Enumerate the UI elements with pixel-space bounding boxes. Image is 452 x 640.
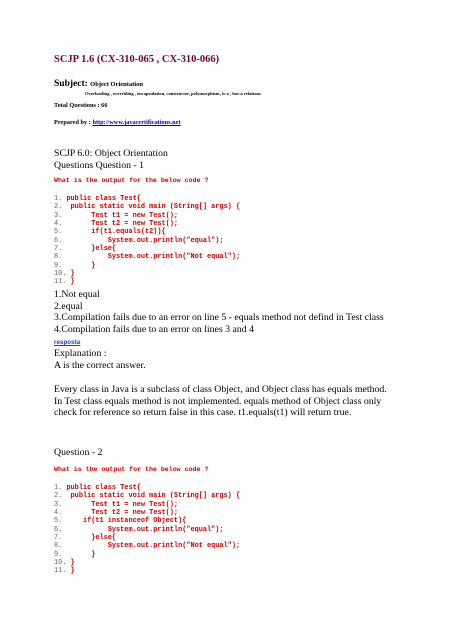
option-3: 3.Compilation fails due to an error on line 5 - equals method not defind in Test class xyxy=(54,312,384,324)
question-2-code xyxy=(54,484,240,576)
explanation-line: Every class in Java is a subclass of class Object, and Object class has equals method. xyxy=(54,384,387,395)
code-text: System.out.println("equal"); xyxy=(62,236,224,245)
code-text: }else{ xyxy=(62,534,117,543)
code-text: } xyxy=(66,559,75,568)
code-text: Test t2 = new Test(); xyxy=(62,509,179,518)
line-number: 5. xyxy=(54,517,63,526)
code-text: public static void main (String[] args) { xyxy=(62,203,241,212)
code-line xyxy=(54,501,240,509)
line-number: 2. xyxy=(54,203,63,212)
code-line xyxy=(54,195,240,203)
total-questions: Total Questions : 66 xyxy=(54,102,108,109)
question-1-options xyxy=(54,289,384,335)
line-number: 7. xyxy=(54,245,63,254)
code-text: public class Test{ xyxy=(62,195,141,203)
prepared-label: Prepared by : xyxy=(54,119,91,126)
line-number: 10. xyxy=(54,270,67,279)
code-line xyxy=(54,212,240,220)
code-text: System.out.println("equal"); xyxy=(62,525,224,534)
prepared-by xyxy=(54,119,181,126)
code-line xyxy=(54,237,240,245)
code-line xyxy=(54,253,240,261)
explanation-line: In Test class equals method is not implemented. equals method of Object class only xyxy=(54,395,382,407)
code-line xyxy=(54,492,240,500)
code-line xyxy=(54,203,240,211)
line-number: 9. xyxy=(54,550,63,559)
code-text: System.out.println("Not equal"); xyxy=(62,253,241,262)
subject-topics: Overloading , overriding , encapsulation, constructor, polymorphism, is-a , has-a relations xyxy=(85,91,261,96)
question-2-heading: Question - 2 xyxy=(54,447,103,458)
explanation-line: check for reference so return false in this case. t1.equals(t1) will return true. xyxy=(54,407,352,419)
line-number: 11. xyxy=(54,567,67,576)
line-number: 1. xyxy=(54,195,63,203)
code-text: } xyxy=(62,261,96,270)
option-1: 1.Not equal xyxy=(54,289,100,300)
code-line xyxy=(54,551,240,559)
code-line xyxy=(54,559,240,567)
code-line xyxy=(54,534,240,542)
code-text: public class Test{ xyxy=(62,484,141,492)
code-line xyxy=(54,526,240,534)
question-1-explanation xyxy=(54,384,387,419)
code-text: Test t2 = new Test(); xyxy=(62,220,179,229)
code-text: } xyxy=(66,270,75,279)
code-line xyxy=(54,517,240,525)
explanation-label: Explanation : xyxy=(54,348,107,359)
code-text: Test t1 = new Test(); xyxy=(62,500,179,509)
code-text: System.out.println("Not equal"); xyxy=(62,542,241,551)
code-line xyxy=(54,567,240,575)
line-number: 9. xyxy=(54,261,63,270)
code-text: if(t1 instanceof Object){ xyxy=(62,517,187,526)
code-line xyxy=(54,262,240,270)
document-title: SCJP 1.6 (CX-310-065 , CX-310-066) xyxy=(54,54,220,65)
correct-answer: A is the correct answer. xyxy=(54,359,146,371)
subject-line xyxy=(54,79,143,89)
code-text: public static void main (String[] args) { xyxy=(62,492,241,501)
code-text: } xyxy=(62,550,96,559)
subject-label: Subject: xyxy=(54,79,88,89)
intro-heading: SCJP 6.0: Object Orientation xyxy=(54,148,168,159)
code-line xyxy=(54,245,240,253)
code-text: }else{ xyxy=(62,245,117,254)
line-number: 3. xyxy=(54,211,63,220)
code-line xyxy=(54,270,240,278)
code-text: if(t1.equals(t2)){ xyxy=(62,228,166,237)
option-2: 2.equal xyxy=(54,300,83,312)
code-line xyxy=(54,509,240,517)
option-4: 4.Compilation fails due to an error on lines 3 and 4 xyxy=(54,323,254,335)
code-text: } xyxy=(66,567,75,576)
prepared-link[interactable]: http://www.javacertifications.net xyxy=(92,119,181,126)
resposta-link[interactable]: resposta xyxy=(54,339,81,346)
question-2-prompt: What is the output for the below code ? xyxy=(54,466,209,473)
line-number: 7. xyxy=(54,534,63,543)
code-text: Test t1 = new Test(); xyxy=(62,211,179,220)
code-line xyxy=(54,278,240,286)
question-1-heading: Questions Question - 1 xyxy=(54,159,145,171)
line-number: 6. xyxy=(54,236,63,245)
line-number: 3. xyxy=(54,500,63,509)
line-number: 4. xyxy=(54,220,63,229)
code-line xyxy=(54,228,240,236)
line-number: 6. xyxy=(54,525,63,534)
line-number: 8. xyxy=(54,253,63,262)
question-1-prompt: What is the output for the below code ? xyxy=(54,177,209,184)
line-number: 11. xyxy=(54,278,67,287)
line-number: 4. xyxy=(54,509,63,518)
code-line xyxy=(54,220,240,228)
code-text: } xyxy=(66,278,75,287)
subject-value: Object Orientation xyxy=(90,81,144,88)
line-number: 1. xyxy=(54,484,63,492)
code-line xyxy=(54,484,240,492)
line-number: 8. xyxy=(54,542,63,551)
question-1-code xyxy=(54,195,240,287)
line-number: 5. xyxy=(54,228,63,237)
question-1-explanation-head xyxy=(54,348,146,371)
line-number: 10. xyxy=(54,559,67,568)
line-number: 2. xyxy=(54,492,63,501)
code-line xyxy=(54,542,240,550)
intro-section xyxy=(54,148,168,171)
